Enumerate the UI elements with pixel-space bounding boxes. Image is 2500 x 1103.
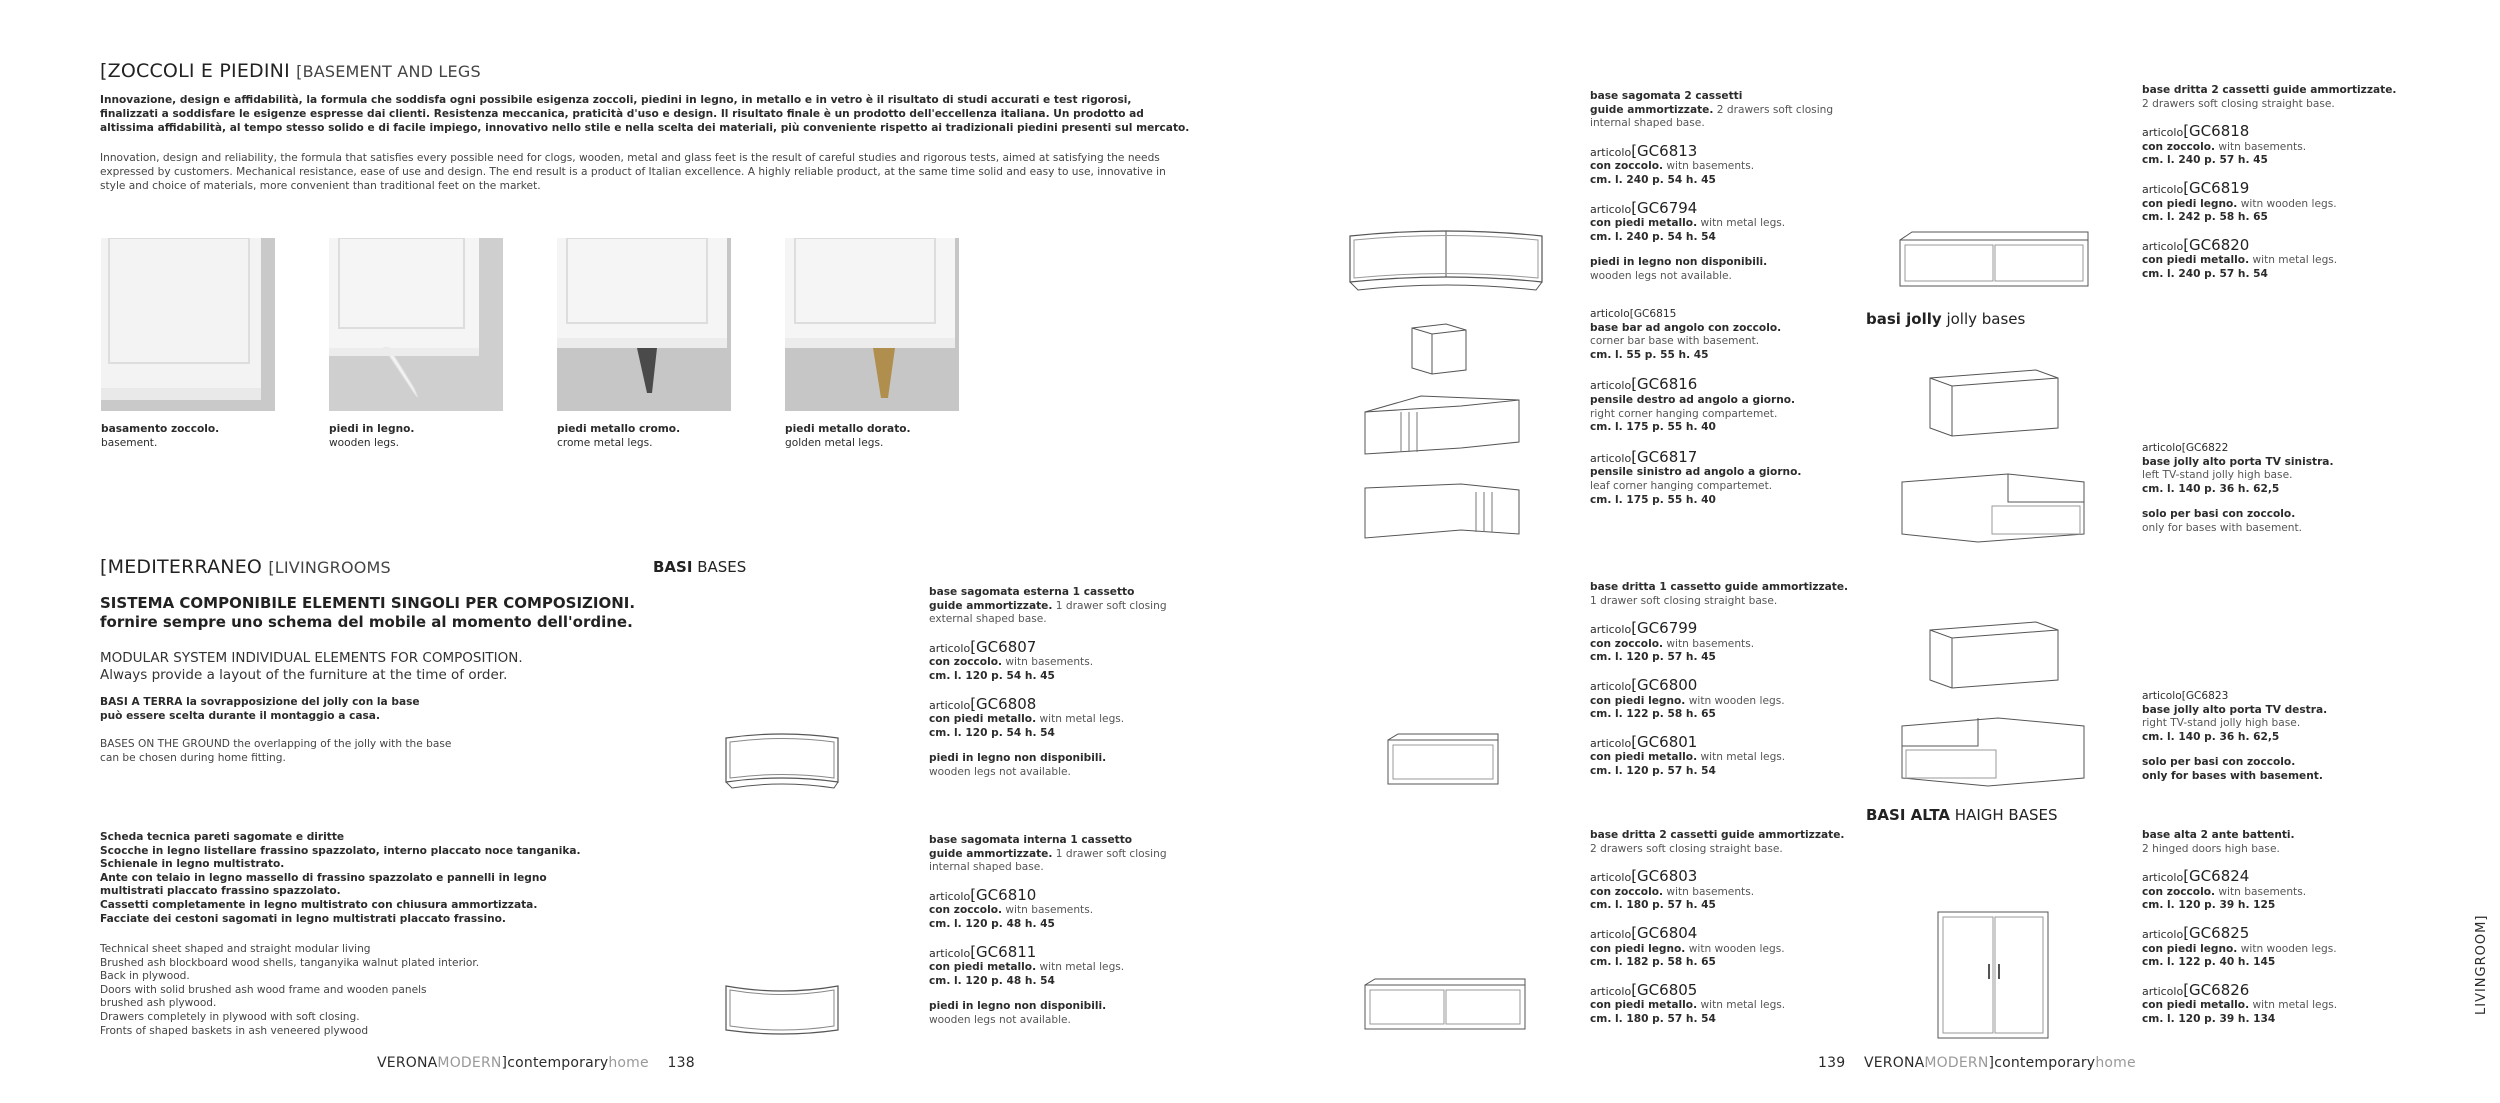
col-high-base: base alta 2 ante battenti. 2 hinged doors high base. articolo[GC6824 con zoccolo. witn basements. cm. l. 120 p. 39 h. 125 articolo[GC6825 con piedi legno. witn wooden legs. cm. l. 122 p. 40 h. 145 articolo[GC6826 con piedi metallo. witn metal legs. cm. l. 120 p. 39 h. 134 (2142, 829, 2338, 1025)
sistema-heading: SISTEMA COMPONIBILE ELEMENTI SINGOLI PER COMPOSIZIONI. fornire sempre uno schema del mobile al momento dell'ordine. (100, 594, 636, 631)
article-item: articolo[GC6794 con piedi metallo. witn metal legs. cm. l. 240 p. 54 h. 54 (1590, 198, 1786, 243)
article-item: articolo[GC6824 con zoccolo. witn basements. cm. l. 120 p. 39 h. 125 (2142, 867, 2307, 912)
tech-sheet-english: Technical sheet shaped and straight modular living Brushed ash blockboard wood shells, tanganyika walnut plated interior. Back in plywood. Doors with solid brushed ash wood frame and wooden panels brushed ash plywood. Drawers completely in plywood with soft closing. Fronts of shaped baskets in ash veneered plywood (100, 943, 480, 1037)
photo-caption: piedi metallo cromo. crome metal legs. (557, 423, 681, 449)
drawing-jolly-tv-right (1898, 706, 2088, 792)
col-external-shaped: base sagomata esterna 1 cassetto guide ammortizzate. 1 drawer soft closing external shaped base. articolo[GC6807 con zoccolo. witn basements. cm. l. 120 p. 54 h. 45 articolo[GC6808 con piedi metallo. witn metal legs. cm. l. 120 p. 54 h. 54 piedi in legno non disponibili. wooden legs not available. (929, 586, 1167, 778)
col-straight-2-drawers-240: base dritta 2 cassetti guide ammortizzate. 2 drawers soft closing straight base. articolo[GC6818 con zoccolo. witn basements. cm. l. 240 p. 57 h. 45 articolo[GC6819 con piedi legno. witn wooden legs. cm. l. 242 p. 58 h. 65 articolo[GC6820 con piedi metallo. witn metal legs. cm. l. 240 p. 57 h. 54 (2142, 84, 2397, 280)
article-item: articolo[GC6810 con zoccolo. witn basements. cm. l. 120 p. 48 h. 45 (929, 885, 1094, 930)
photo-basement (101, 238, 275, 411)
drawing-corner-bar-base (1406, 318, 1472, 378)
drawing-right-corner-hanging (1361, 392, 1523, 460)
photo-golden-legs (785, 238, 959, 411)
drawing-left-corner-hanging (1361, 476, 1523, 544)
side-section-label: LIVINGROOM] (2474, 914, 2489, 1015)
col-straight-1-drawer: base dritta 1 cassetto guide ammortizzate. 1 drawer soft closing straight base. articolo[GC6799 con zoccolo. witn basements. cm. l. 120 p. 57 h. 45 articolo[GC6800 con piedi legno. witn wooden legs. cm. l. 122 p. 58 h. 65 articolo[GC6801 con piedi metallo. witn metal legs. cm. l. 120 p. 57 h. 54 (1590, 581, 1849, 777)
footer-left: VERONAMODERN]contemporaryhome 138 (377, 1055, 695, 1071)
intro-english: Innovation, design and reliability, the formula that satisfies every possible need for clogs, wooden, metal and glass feet is the result of careful studies and rigorous tests, aimed at satisfying the needs expressed by customers. Mechanical resistance, ease of use and design. The end result is a product of Italian excellence. A highly reliable product, at the same time solid and easy to use, innovative in style and choice of materials, more convenient than traditional feet on the market. (100, 152, 1166, 192)
drawing-external-shaped-base (722, 728, 842, 792)
drawing-high-base-2-doors (1930, 904, 2056, 1046)
article-item: articolo[GC6805 con piedi metallo. witn metal legs. cm. l. 180 p. 57 h. 54 (1590, 980, 1786, 1025)
ground-note: BASES ON THE GROUND the overlapping of the jolly with the base can be chosen during home fitting. (100, 738, 452, 764)
drawing-jolly-open (1926, 364, 2062, 438)
article-item: articolo[GC6803 con zoccolo. witn basements. cm. l. 180 p. 57 h. 45 (1590, 867, 1755, 912)
drawing-straight-2-drawers-240 (1896, 228, 2092, 296)
col-jolly-right: articolo[GC6823 base jolly alto porta TV destra. right TV-stand jolly high base. cm. l. 140 p. 36 h. 62,5 solo per basi con zoccolo. only for bases with basement. (2142, 690, 2328, 782)
footer-right: 139 VERONAMODERN]contemporaryhome (1818, 1055, 2136, 1071)
col-corner-units (1590, 308, 1801, 507)
drawing-shaped-2-drawers (1346, 222, 1546, 300)
photo-caption: piedi in legno. wooden legs. (329, 423, 415, 449)
modular-heading: MODULAR SYSTEM INDIVIDUAL ELEMENTS FOR COMPOSITION. Always provide a layout of the furniture at the time of order. (100, 650, 523, 683)
col-internal-shaped: base sagomata interna 1 cassetto guide ammortizzate. 1 drawer soft closing internal shaped base. articolo[GC6810 con zoccolo. witn basements. cm. l. 120 p. 48 h. 45 articolo[GC6811 con piedi metallo. witn metal legs. cm. l. 120 p. 48 h. 54 piedi in legno non disponibili. wooden legs not available. (929, 834, 1167, 1026)
article-item: articolo[GC6817 pensile sinistro ad angolo a giorno. leaf corner hanging compartemet. cm. l. 175 p. 55 h. 40 (1590, 447, 1802, 506)
col-straight-2-drawers: base dritta 2 cassetti guide ammortizzate. 2 drawers soft closing straight base. articolo[GC6803 con zoccolo. witn basements. cm. l. 180 p. 57 h. 45 articolo[GC6804 con piedi legno. witn wooden legs. cm. l. 182 p. 58 h. 65 articolo[GC6805 con piedi metallo. witn metal legs. cm. l. 180 p. 57 h. 54 (1590, 829, 1845, 1025)
intro-italian: Innovazione, design e affidabilità, la formula che soddisfa ogni possibile esigenza zoccoli, piedini in legno, in metallo e in vetro è il risultato di studi accurati e test rigorosi, finalizzati a soddisfare le esigenze espresse dai clienti. Resistenza meccanica, praticità d'uso e design. Il risultato finale è un prodotto dell'eccellenza italiana. Un prodotto ad altissima affidabilità, al tempo stesso solido e di facile impiego, innovativo nello stile e nella scelta dei materiali, più conveniente rispetto ai tradizionali piedini presenti sul mercato. (100, 94, 1190, 134)
high-bases-heading: BASI ALTA HAIGH BASES (1866, 806, 2058, 824)
article-item: articolo[GC6801 con piedi metallo. witn metal legs. cm. l. 120 p. 57 h. 54 (1590, 732, 1786, 777)
drawing-jolly-shelf (1926, 616, 2062, 690)
article-item: articolo[GC6811 con piedi metallo. witn metal legs. cm. l. 120 p. 48 h. 54 (929, 942, 1125, 987)
article-item: articolo[GC6804 con piedi legno. witn wooden legs. cm. l. 182 p. 58 h. 65 (1590, 923, 1785, 969)
section-title-zoccoli: [ZOCCOLI E PIEDINI [BASEMENT AND LEGS (100, 60, 481, 82)
drawing-jolly-tv-left (1898, 462, 2088, 548)
article-item: articolo[GC6816 pensile destro ad angolo a giorno. right corner hanging compartemet. cm. l. 175 p. 55 h. 40 (1590, 375, 1796, 434)
jolly-bases-heading: basi jolly jolly bases (1866, 310, 2026, 328)
page-number: 138 (667, 1055, 695, 1071)
article-item: articolo[GC6799 con zoccolo. witn basements. cm. l. 120 p. 57 h. 45 (1590, 619, 1755, 664)
terra-note: BASI A TERRA la sovrapposizione del jolly con la base può essere scelta durante il montaggio a casa. (100, 696, 420, 722)
article-item: articolo[GC6819 con piedi legno. witn wooden legs. cm. l. 242 p. 58 h. 65 (2142, 178, 2337, 224)
photo-wooden-legs (329, 238, 503, 411)
article-item: articolo[GC6813 con zoccolo. witn basements. cm. l. 240 p. 54 h. 45 (1590, 141, 1755, 186)
photo-caption: piedi metallo dorato. golden metal legs. (785, 423, 911, 449)
article-item: articolo[GC6800 con piedi legno. witn wooden legs. cm. l. 122 p. 58 h. 65 (1590, 675, 1785, 721)
col-shaped-2-drawers: base sagomata 2 cassetti guide ammortizzate. 2 drawers soft closing internal shaped base. articolo[GC6813 con zoccolo. witn basements. cm. l. 240 p. 54 h. 45 articolo[GC6794 con piedi metallo. witn metal legs. cm. l. 240 p. 54 h. 54 piedi in legno non disponibili. wooden legs not available. (1590, 90, 1834, 282)
photo-chrome-legs (557, 238, 731, 411)
drawing-internal-shaped-base (722, 976, 842, 1040)
article-item: articolo[GC6826 con piedi metallo. witn metal legs. cm. l. 120 p. 39 h. 134 (2142, 980, 2338, 1025)
bases-heading: BASI BASES (653, 558, 747, 576)
article-item: articolo[GC6823 base jolly alto porta TV destra. right TV-stand jolly high base. cm. l. 140 p. 36 h. 62,5 (2142, 690, 2328, 743)
article-item: articolo[GC6825 con piedi legno. witn wooden legs. cm. l. 122 p. 40 h. 145 (2142, 923, 2337, 969)
article-item: articolo[GC6815 base bar ad angolo con zoccolo. corner bar base with basement. cm. l. 55 p. 55 h. 45 (1590, 308, 1782, 361)
col-jolly-left: articolo[GC6822 base jolly alto porta TV sinistra. left TV-stand jolly high base. cm. l. 140 p. 36 h. 62,5 solo per basi con zoccolo. only for bases with basement. (2142, 442, 2334, 534)
article-item: articolo[GC6807 con zoccolo. witn basements. cm. l. 120 p. 54 h. 45 (929, 637, 1094, 682)
tech-sheet-italian: Scheda tecnica pareti sagomate e diritte Scocche in legno listellare frassino spazzolato, interno placcato noce tanganika. Schienale in legno multistrato. Ante con telaio in legno massello di frassino spazzolato e pannelli in legno multistrati placcato frassino spazzolato. Cassetti completamente in legno multistrato con chiusura ammortizzata. Facciate dei cestoni sagomati in legno multistrati placcato frassino. (100, 831, 581, 925)
page-number: 139 (1818, 1055, 1846, 1071)
article-item: articolo[GC6818 con zoccolo. witn basements. cm. l. 240 p. 57 h. 45 (2142, 122, 2307, 167)
article-item: articolo[GC6820 con piedi metallo. witn metal legs. cm. l. 240 p. 57 h. 54 (2142, 235, 2338, 280)
article-item: articolo[GC6808 con piedi metallo. witn metal legs. cm. l. 120 p. 54 h. 54 (929, 694, 1125, 739)
photo-caption: basamento zoccolo. basement. (101, 423, 220, 449)
section-title-mediterraneo: [MEDITERRANEO [LIVINGROOMS (100, 556, 391, 578)
article-item: articolo[GC6822 base jolly alto porta TV sinistra. left TV-stand jolly high base. cm. l. 140 p. 36 h. 62,5 (2142, 442, 2334, 495)
drawing-straight-2-drawers (1361, 975, 1529, 1039)
drawing-straight-1-drawer (1384, 730, 1502, 794)
